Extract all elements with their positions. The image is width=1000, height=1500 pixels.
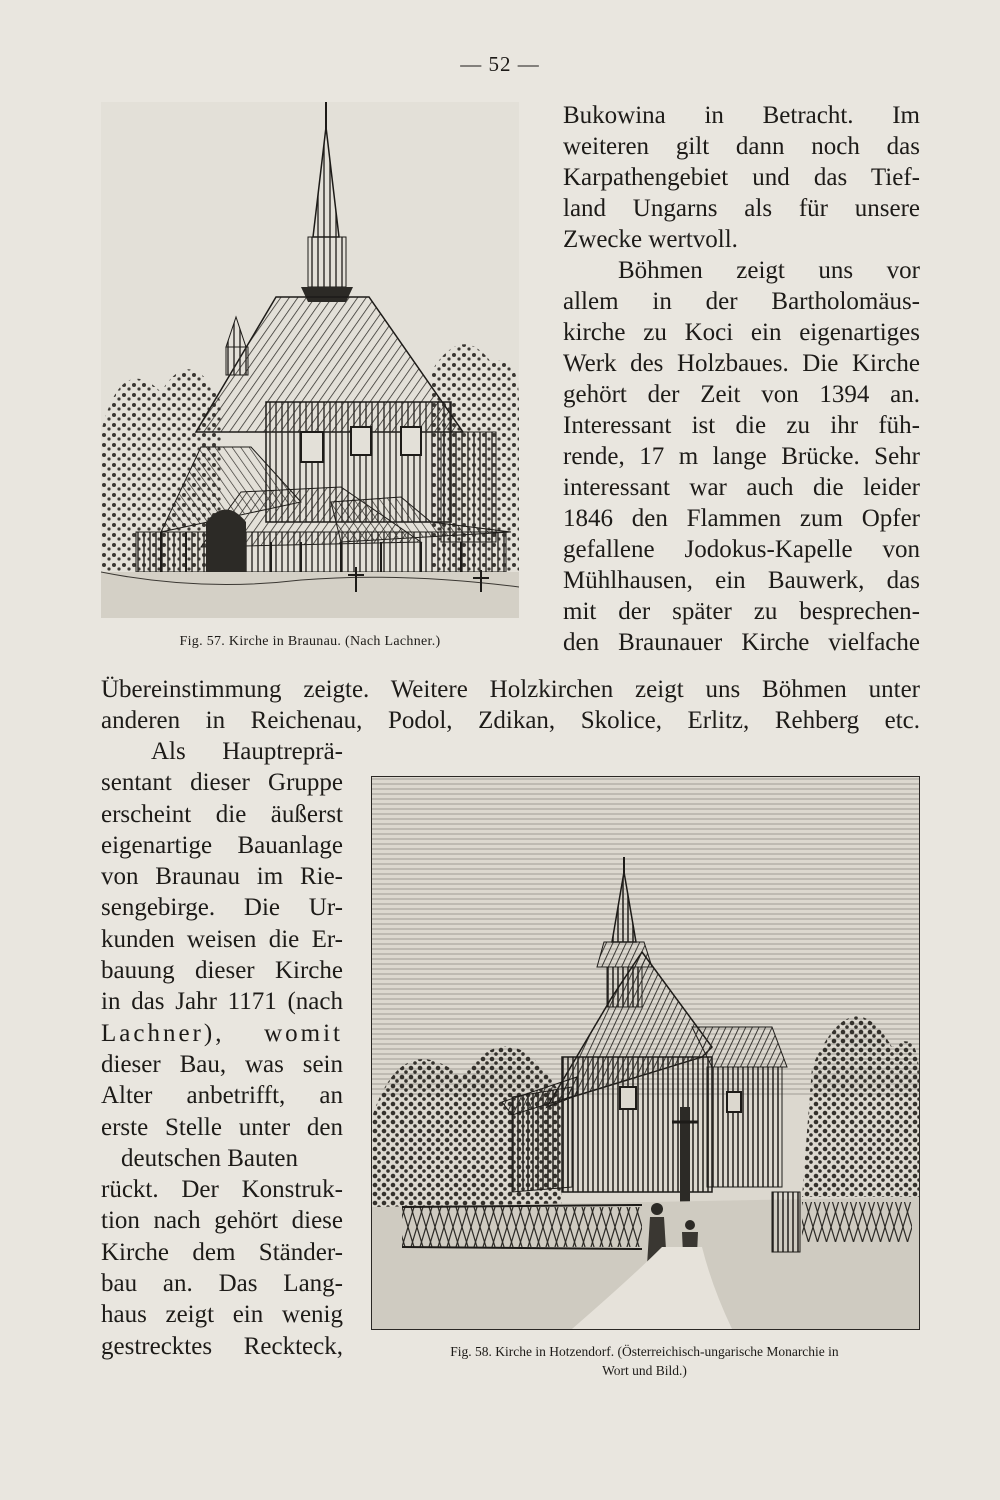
- figure-57-caption: [101, 632, 519, 651]
- text-line: den Braunauer Kirche vielfache: [563, 629, 920, 656]
- text-line: Zwecke wertvoll.: [563, 226, 738, 253]
- text-line: gestrecktes Reckteck,: [101, 1332, 343, 1360]
- text-line: dieser Bau, was sein: [101, 1050, 343, 1078]
- text-line: sentant dieser Gruppe: [101, 769, 343, 797]
- text-line: tion nach gehört diese: [101, 1207, 343, 1235]
- church-braunau-illustration: [101, 102, 519, 618]
- text-line: in das Jahr 1171 (nach: [101, 988, 343, 1016]
- text-line: Karpathengebiet und das Tief-: [563, 164, 920, 191]
- church-hotzendorf-illustration: [372, 777, 919, 1329]
- text-line: Kirche dem Ständer-: [101, 1238, 343, 1266]
- figure-58-caption-line-1: Fig. 58. Kirche in Hotzendorf. (Österreichisch-ungarische Monarchie in: [450, 1344, 839, 1359]
- text-line: eigenartige Bauanlage: [101, 831, 343, 859]
- text-line: 1846 den Flammen zum Opfer: [563, 505, 920, 532]
- page-number: — 52 —: [460, 52, 540, 76]
- text-line: gehört der Zeit von 1394 an.: [563, 381, 920, 408]
- text-line: Mühlhausen, ein Bauwerk, das: [563, 567, 920, 594]
- text-line: Bukowina in Betracht. Im: [563, 102, 920, 129]
- text-line: kirche zu Koci ein eigenartiges: [563, 319, 920, 346]
- figure-58-church-hotzendorf: [371, 776, 920, 1330]
- text-line: bau an. Das Lang-: [101, 1270, 343, 1298]
- text-line: weiteren gilt dann noch das: [563, 133, 920, 160]
- left-column-text: [101, 736, 343, 1362]
- full-width-text: [101, 674, 920, 736]
- text-line: Werk des Holzbaues. Die Kirche: [563, 350, 920, 377]
- text-line: erste Stelle unter den: [101, 1113, 343, 1141]
- text-line: deutschen Bauten: [121, 1144, 299, 1172]
- text-line: Als Hauptreprä-: [151, 738, 343, 765]
- text-line: allem in der Bartholomäus-: [563, 288, 920, 315]
- text-line: haus zeigt ein wenig: [101, 1301, 343, 1329]
- figure-58-caption-line-2: Wort und Bild.): [602, 1363, 687, 1378]
- text-line: kunden weisen die Er-: [101, 925, 343, 953]
- text-line: rückt. Der Konstruk-: [101, 1176, 343, 1204]
- figure-57-caption-text: Fig. 57. Kirche in Braunau. (Nach Lachner.): [179, 634, 441, 649]
- text-line: land Ungarns als für unsere: [563, 195, 920, 222]
- text-line: Übereinstimmung zeigte. Weitere Holzkirchen zeigt uns Böhmen unter: [101, 676, 920, 703]
- text-line: gefallene Jodokus-Kapelle von: [563, 536, 920, 563]
- text-line: bauung dieser Kirche: [101, 957, 343, 985]
- text-line: interessant war auch die leider: [563, 474, 920, 501]
- figure-58-caption: [371, 1342, 918, 1380]
- right-column-text: [563, 100, 920, 658]
- text-line: Böhmen zeigt uns vor: [618, 257, 920, 284]
- text-line: rende, 17 m lange Brücke. Sehr: [563, 443, 920, 470]
- figure-57-church-braunau: [101, 102, 519, 618]
- text-line: Lachner), womit: [101, 1019, 343, 1047]
- text-line: anderen in Reichenau, Podol, Zdikan, Skolice, Erlitz, Rehberg etc.: [101, 707, 920, 734]
- text-line: von Braunau im Rie-: [101, 863, 343, 891]
- text-line: sengebirge. Die Ur-: [101, 894, 343, 922]
- text-line: Interessant ist die zu ihr füh-: [563, 412, 920, 439]
- text-line: mit der später zu besprechen-: [563, 598, 920, 625]
- text-line: erscheint die äußerst: [101, 800, 343, 828]
- text-line: Alter anbetrifft, an: [101, 1082, 343, 1110]
